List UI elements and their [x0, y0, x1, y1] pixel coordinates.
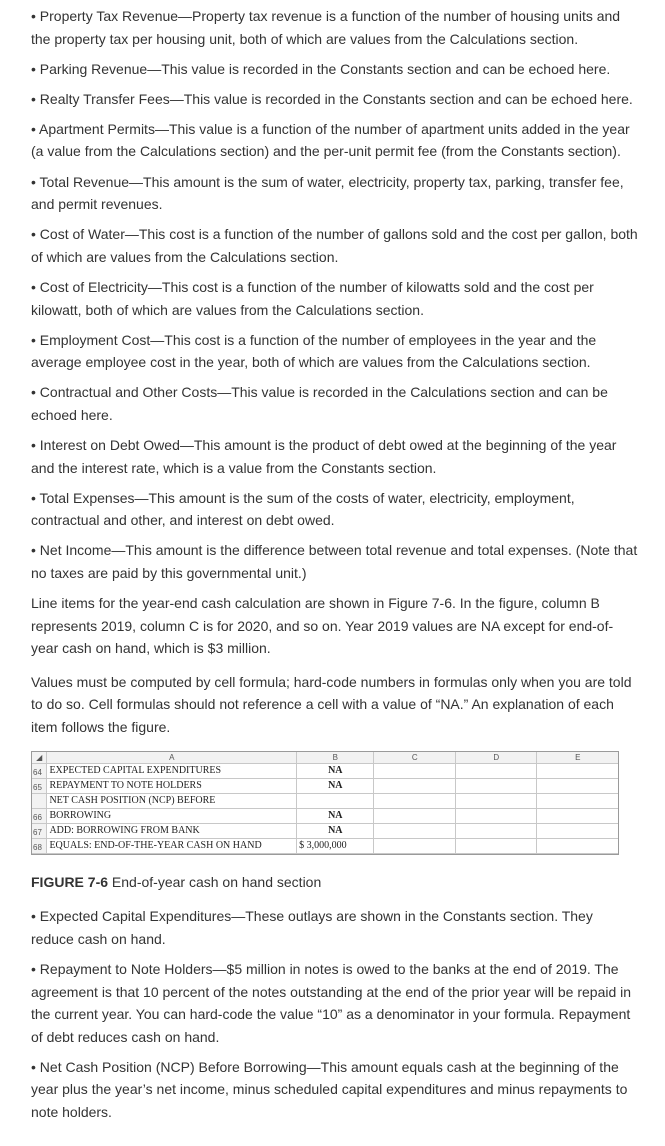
empty-cell: [455, 808, 537, 823]
row-value-2019: NA: [297, 823, 374, 838]
spreadsheet-row: [32, 808, 618, 823]
figure-7-6: [31, 751, 618, 855]
empty-cell: [537, 793, 618, 808]
figure-caption-text: End-of-year cash on hand section: [108, 873, 322, 890]
spreadsheet-row: [32, 778, 618, 793]
row-value-2019: NA: [297, 808, 374, 823]
empty-cell: [537, 778, 618, 793]
empty-cell: [537, 808, 618, 823]
paragraph-realty-transfer-fees: • Realty Transfer Fees—This value is recorded in the Constants section and can be echoed here.: [31, 90, 633, 107]
paragraph-line-items-intro: Line items for the year-end cash calculation are shown in Figure 7-6. In the figure, column B represents 2019, column C is for 2020, and so on. Year 2019 values are NA except for end-of-year cash on hand, which is $3 million.: [31, 595, 614, 657]
spreadsheet-row: [32, 838, 618, 853]
empty-cell: [455, 763, 537, 778]
paragraph-apartment-permits: • Apartment Permits—This value is a function of the number of apartment units added in the year (a value from the Calculations section) and the per-unit permit fee (from the Constants section).: [31, 120, 630, 160]
row-number: 68: [32, 838, 47, 853]
row-number: 64: [32, 763, 47, 778]
row-label: BORROWING: [47, 808, 297, 823]
empty-cell: [374, 808, 456, 823]
paragraph-interest-on-debt: • Interest on Debt Owed—This amount is the product of debt owed at the beginning of the year and the interest rate, which is a value from the Constants section.: [31, 437, 617, 476]
empty-cell: [374, 778, 456, 793]
row-value-2019: NA: [297, 763, 374, 778]
paragraph-repayment-to-note-holders: • Repayment to Note Holders—$5 million in notes is owed to the banks at the end of 2019. The agreement is that 10 percent of the notes outstanding at the end of the prior year will be repaid in the current year. You can hard-code the value “10” as a denominator in your formula. Repayment of debt reduces cash on hand.: [31, 960, 632, 1045]
row-number: 65: [32, 778, 47, 793]
row-label: EXPECTED CAPITAL EXPENDITURES: [47, 763, 297, 778]
row-label: EQUALS: END-OF-THE-YEAR CASH ON HAND: [47, 838, 297, 853]
paragraph-net-cash-position: • Net Cash Position (NCP) Before Borrowing—This amount equals cash at the beginning of the year plus the year’s net income, minus scheduled capital expenditures and minus repayments to note holders.: [31, 1058, 628, 1120]
paragraph-total-expenses: • Total Expenses—This amount is the sum of the costs of water, electricity, employment, contractual and other, and interest on debt owed.: [31, 489, 575, 529]
empty-cell: [455, 778, 537, 793]
row-value-2019: [297, 793, 374, 808]
empty-cell: [374, 763, 456, 778]
spreadsheet-image: [31, 751, 619, 855]
paragraph-net-income: • Net Income—This amount is the difference between total revenue and total expenses. (Note that no taxes are paid by this governmental unit.): [31, 542, 638, 581]
empty-cell: [537, 838, 618, 853]
column-header-e: E: [537, 752, 618, 764]
empty-cell: [455, 823, 537, 838]
paragraph-cost-of-water: • Cost of Water—This cost is a function of the number of gallons sold and the cost per gallon, both of which are values from the Calculations section.: [31, 226, 638, 265]
empty-cell: [537, 763, 618, 778]
column-header-row: [32, 752, 618, 764]
empty-cell: [374, 838, 456, 853]
spreadsheet-row: [32, 793, 618, 808]
row-value-2019: $ 3,000,000: [297, 838, 374, 853]
paragraph-expected-capital-expenditures: • Expected Capital Expenditures—These outlays are shown in the Constants section. They reduce cash on hand.: [31, 908, 593, 947]
row-label: REPAYMENT TO NOTE HOLDERS: [47, 778, 297, 793]
empty-cell: [374, 793, 456, 808]
empty-cell: [455, 793, 537, 808]
row-label: ADD: BORROWING FROM BANK: [47, 823, 297, 838]
column-header-c: C: [374, 752, 456, 764]
spreadsheet-row: [32, 823, 618, 838]
empty-cell: [537, 823, 618, 838]
figure-caption: [31, 871, 639, 894]
paragraph-total-revenue: • Total Revenue—This amount is the sum of water, electricity, property tax, parking, transfer fee, and permit revenues.: [31, 173, 624, 213]
figure-label: FIGURE 7-6: [31, 873, 109, 890]
row-number: [32, 793, 47, 808]
paragraph-parking-revenue: • Parking Revenue—This value is recorded in the Constants section and can be echoed here.: [31, 60, 611, 77]
column-header-d: D: [455, 752, 537, 764]
column-header-b: B: [297, 752, 374, 764]
paragraph-cell-formula-rules: Values must be computed by cell formula; hard-code numbers in formulas only when you are told to do so. Cell formulas should not reference a cell with a value of “NA.” An explanation of each item follows the figure.: [31, 673, 632, 736]
row-number: 66: [32, 808, 47, 823]
empty-cell: [374, 823, 456, 838]
empty-cell: [455, 838, 537, 853]
spreadsheet-row: [32, 763, 618, 778]
paragraph-employment-cost: • Employment Cost—This cost is a function of the number of employees in the year and the average employee cost in the year, both of which are values from the Calculations section.: [31, 331, 597, 371]
row-value-2019: NA: [297, 778, 374, 793]
select-all-corner: ◢: [32, 752, 47, 764]
row-label: NET CASH POSITION (NCP) BEFORE: [47, 793, 297, 808]
row-number: 67: [32, 823, 47, 838]
paragraph-contractual-costs: • Contractual and Other Costs—This value is recorded in the Calculations section and can be echoed here.: [31, 384, 608, 423]
column-header-a: A: [47, 752, 297, 764]
paragraph-cost-of-electricity: • Cost of Electricity—This cost is a function of the number of kilowatts sold and the cost per kilowatt, both of which are values from the Calculations section.: [31, 278, 594, 318]
paragraph-property-tax-revenue: • Property Tax Revenue—Property tax revenue is a function of the number of housing units and the property tax per housing unit, both of which are values from the Calculations section.: [31, 8, 621, 47]
